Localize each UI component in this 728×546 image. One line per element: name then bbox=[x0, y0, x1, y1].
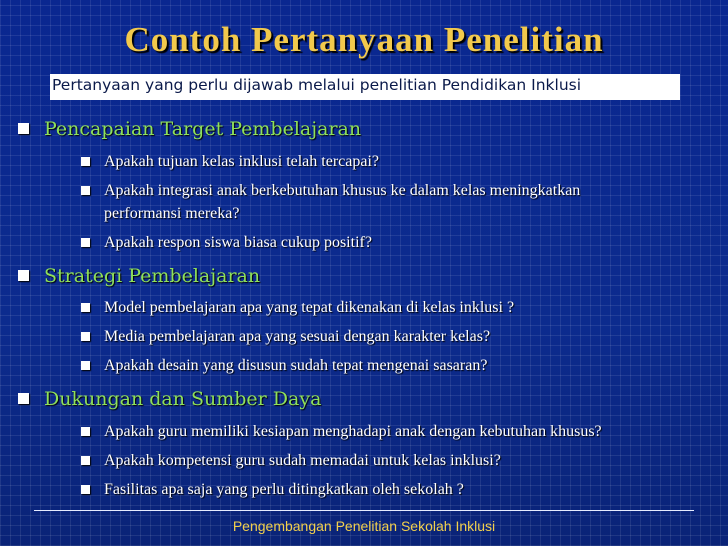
list-item bbox=[104, 355, 487, 377]
list-item-text: Apakah guru memiliki kesiapan menghadapi anak dengan kebutuhan khusus? bbox=[104, 423, 602, 440]
list-item-text: Fasilitas apa saja yang perlu ditingkatkan oleh sekolah ? bbox=[104, 481, 464, 498]
list-item-text: Model pembelajaran apa yang tepat dikenakan di kelas inklusi ? bbox=[104, 299, 515, 316]
list-item bbox=[104, 151, 379, 173]
section-heading-text: Strategi Pembelajaran bbox=[44, 265, 261, 287]
list-item bbox=[104, 180, 580, 202]
list-item bbox=[104, 326, 490, 348]
list-item-text: Apakah tujuan kelas inklusi telah tercapai? bbox=[104, 153, 380, 170]
square-bullet-icon bbox=[18, 270, 29, 281]
section-heading bbox=[44, 265, 260, 287]
list-item bbox=[104, 232, 372, 254]
square-bullet-icon bbox=[81, 485, 90, 494]
list-item-text: Apakah desain yang disusun sudah tepat mengenai sasaran? bbox=[104, 357, 488, 374]
square-bullet-icon bbox=[81, 427, 90, 436]
section-heading bbox=[44, 118, 361, 140]
square-bullet-icon bbox=[81, 238, 90, 247]
list-item-continuation bbox=[104, 203, 239, 225]
square-bullet-icon bbox=[81, 456, 90, 465]
slide-title: Contoh Pertanyaan Penelitian bbox=[124, 20, 604, 59]
list-item bbox=[104, 450, 501, 472]
list-item-text: Apakah integrasi anak berkebutuhan khusus ke dalam kelas meningkatkan bbox=[104, 182, 581, 199]
square-bullet-icon bbox=[18, 123, 29, 134]
list-item bbox=[104, 479, 464, 501]
list-item bbox=[104, 421, 602, 443]
square-bullet-icon bbox=[81, 303, 90, 312]
square-bullet-icon bbox=[81, 186, 90, 195]
section-heading-text: Pencapaian Target Pembelajaran bbox=[44, 118, 362, 140]
square-bullet-icon bbox=[81, 361, 90, 370]
list-item-text: Media pembelajaran apa yang sesuai dengan karakter kelas? bbox=[104, 328, 491, 345]
footer-divider bbox=[34, 510, 694, 511]
square-bullet-icon bbox=[81, 157, 90, 166]
list-item-text: Apakah kompetensi guru sudah memadai untuk kelas inklusi? bbox=[104, 452, 501, 469]
section-heading bbox=[44, 388, 321, 410]
list-item-text: Apakah respon siswa biasa cukup positif? bbox=[104, 234, 372, 251]
list-item-text: performansi mereka? bbox=[104, 205, 240, 222]
slide-subtitle: Pertanyaan yang perlu dijawab melalui penelitian Pendidikan Inklusi bbox=[52, 76, 582, 94]
list-item bbox=[104, 297, 514, 319]
section-heading-text: Dukungan dan Sumber Daya bbox=[44, 388, 322, 410]
square-bullet-icon bbox=[81, 332, 90, 341]
slide-footer: Pengembangan Penelitian Sekolah Inklusi bbox=[232, 518, 496, 534]
square-bullet-icon bbox=[18, 393, 29, 404]
